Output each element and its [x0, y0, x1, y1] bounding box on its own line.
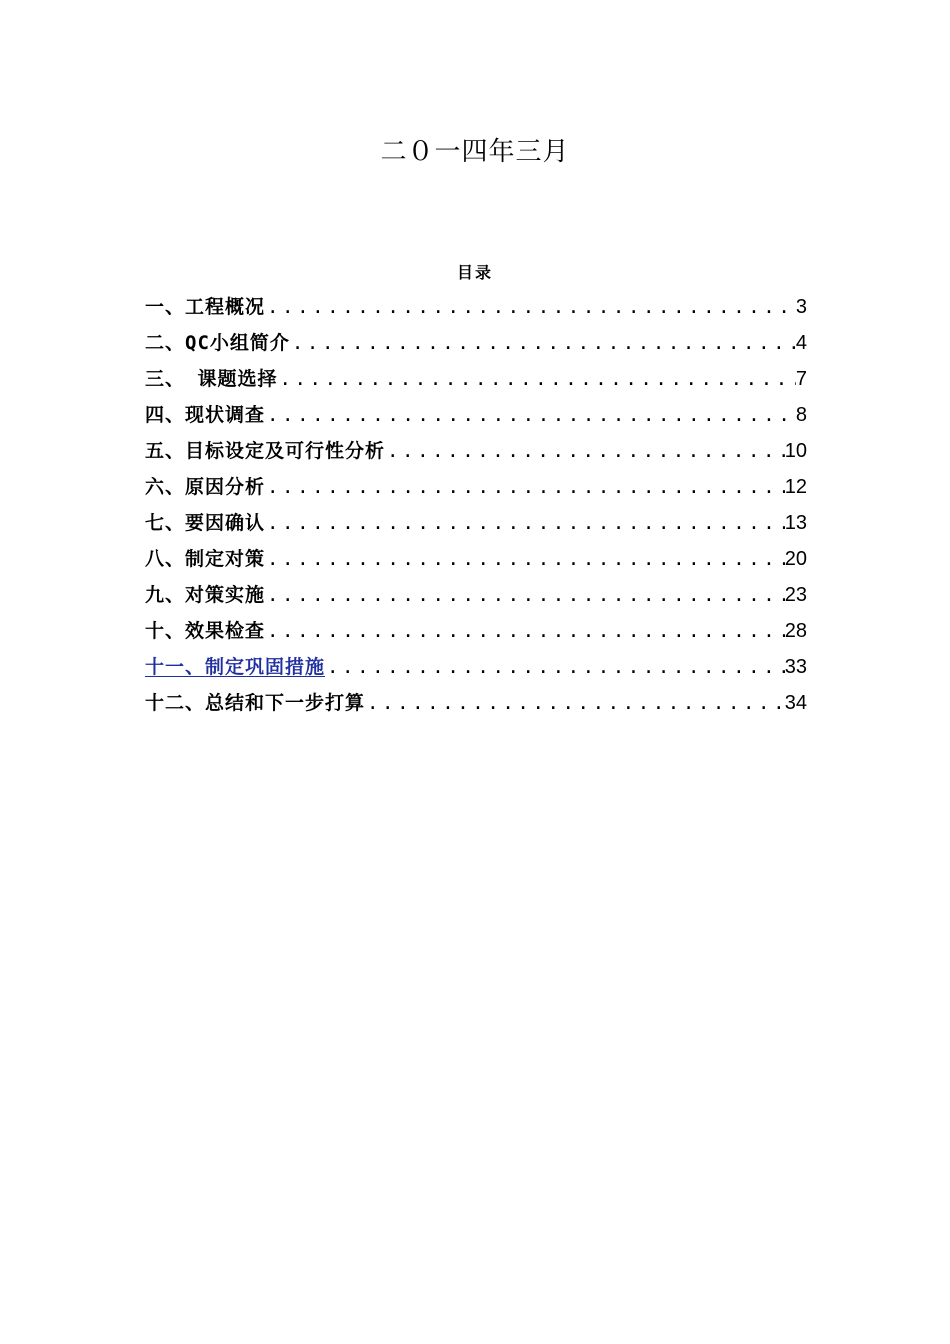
table-of-contents: [145, 292, 807, 724]
date-title: 二０一四年三月: [380, 137, 570, 167]
toc-dot-leader: [265, 544, 785, 574]
toc-entry-label: 十、效果检查: [145, 620, 266, 642]
toc-entry: [145, 580, 807, 616]
toc-entry-label: 六、原因分析: [145, 476, 266, 498]
toc-dot-leader: [265, 616, 785, 646]
toc-entry-page: 7: [795, 368, 807, 390]
toc-entry-label: 五、目标设定及可行性分析: [145, 440, 386, 462]
toc-entry-link[interactable]: [145, 652, 807, 688]
toc-entry-label: 一、工程概况: [145, 296, 266, 318]
toc-entry: [145, 400, 807, 436]
toc-dot-leader: [265, 292, 796, 322]
toc-entry-page: 34: [784, 692, 807, 714]
toc-dot-leader: [277, 364, 795, 394]
toc-entry-label: 三、 课题选择: [145, 368, 278, 390]
toc-entry-page: 23: [784, 584, 807, 606]
toc-entry: [145, 436, 807, 472]
toc-entry-label: 八、制定对策: [145, 548, 266, 570]
toc-entry-page: 13: [784, 512, 807, 534]
toc-entry-page: 33: [784, 656, 807, 678]
toc-entry-page: 12: [784, 476, 807, 498]
toc-heading: 目录: [456, 263, 493, 282]
toc-entry: [145, 472, 807, 508]
toc-entry-label: 四、现状调查: [145, 404, 266, 426]
toc-dot-leader: [290, 328, 796, 358]
toc-entry-page: 28: [784, 620, 807, 642]
toc-entry-page: 8: [795, 404, 807, 426]
toc-entry: [145, 616, 807, 652]
toc-dot-leader: [265, 508, 785, 538]
toc-dot-leader: [265, 400, 796, 430]
toc-entry-label: 十二、总结和下一步打算: [145, 692, 366, 714]
toc-entry: [145, 508, 807, 544]
toc-entry-label: 七、要因确认: [145, 512, 266, 534]
toc-dot-leader: [265, 472, 785, 502]
toc-entry: [145, 544, 807, 580]
toc-entry: [145, 328, 807, 364]
toc-dot-leader: [325, 652, 785, 682]
toc-entry-label-link[interactable]: 十一、制定巩固措施: [145, 656, 326, 678]
toc-entry: [145, 292, 807, 328]
toc-entry: [145, 688, 807, 724]
toc-entry-label: 九、对策实施: [145, 584, 266, 606]
toc-dot-leader: [365, 688, 785, 718]
toc-dot-leader: [265, 580, 785, 610]
toc-dot-leader: [385, 436, 785, 466]
toc-entry-page: 3: [795, 296, 807, 318]
toc-entry-page: 10: [784, 440, 807, 462]
toc-entry-page: 20: [784, 548, 807, 570]
toc-entry-page: 4: [795, 332, 807, 354]
toc-entry-label: 二、QC小组简介: [145, 332, 290, 354]
toc-entry: [145, 364, 807, 400]
